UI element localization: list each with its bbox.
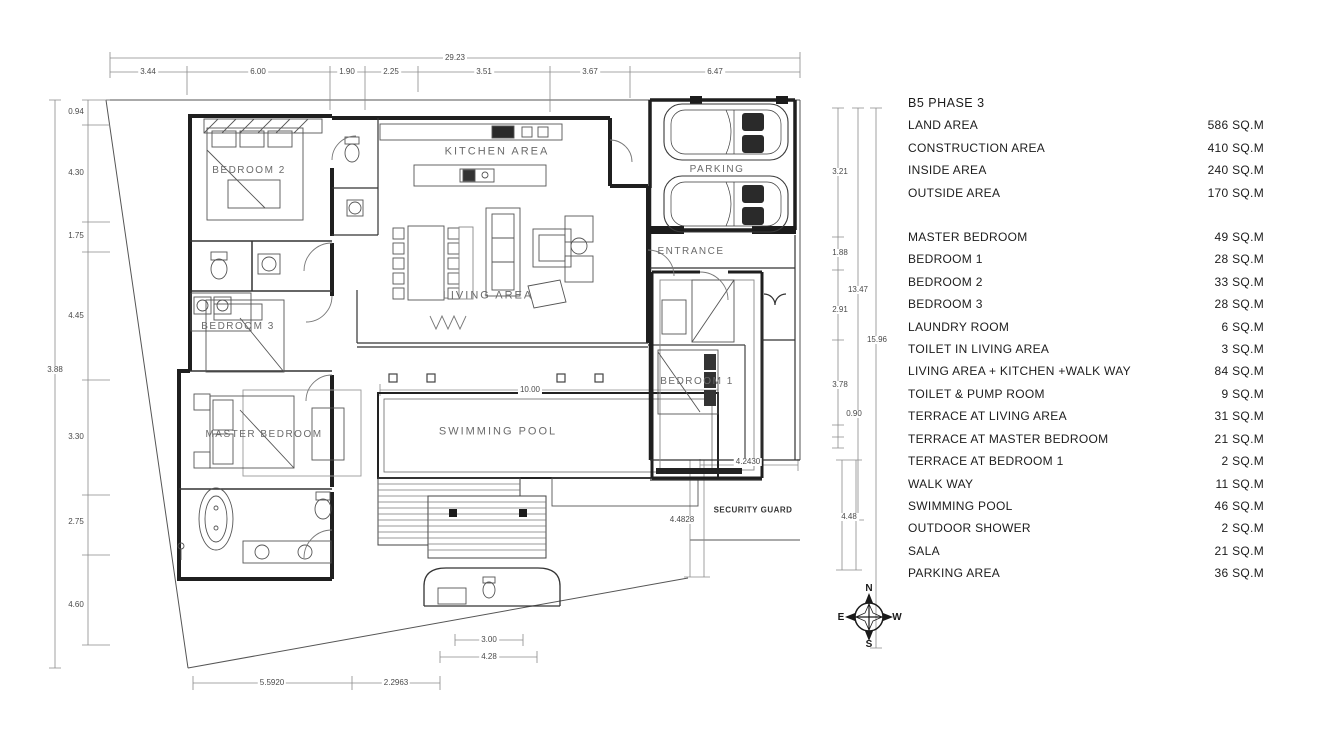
dim-label: 0.94 xyxy=(68,107,84,116)
legend-row-label: TERRACE AT BEDROOM 1 xyxy=(908,454,1064,469)
dim-label: 2.25 xyxy=(383,67,399,76)
area-legend xyxy=(908,92,1264,585)
legend-row-value: 36 SQ.M xyxy=(1214,566,1264,581)
compass-east-label: E xyxy=(837,612,845,623)
legend-row-label: OUTDOOR SHOWER xyxy=(908,521,1031,536)
room-label-bedroom3: BEDROOM 3 xyxy=(201,321,275,332)
legend-row-label: BEDROOM 2 xyxy=(908,274,983,289)
compass-west-label: W xyxy=(892,612,902,623)
car xyxy=(664,176,788,232)
legend-row xyxy=(908,383,1264,405)
room-label-kitchen: KITCHEN AREA xyxy=(444,145,550,158)
legend-row-label: MASTER BEDROOM xyxy=(908,230,1028,245)
dim-label: 4.45 xyxy=(68,311,84,320)
legend-row-value: 31 SQ.M xyxy=(1214,409,1264,424)
legend-row-label: TERRACE AT LIVING AREA xyxy=(908,409,1067,424)
legend-row xyxy=(908,517,1264,539)
legend-title: B5 PHASE 3 xyxy=(908,96,985,110)
dim-label: 5.5920 xyxy=(259,678,285,687)
legend-row-value: 3 SQ.M xyxy=(1221,342,1264,357)
legend-row-label: LAND AREA xyxy=(908,118,979,133)
dim-label: 1.88 xyxy=(832,248,848,257)
legend-row-value: 33 SQ.M xyxy=(1214,274,1264,289)
dim-label: 4.28 xyxy=(481,652,497,661)
dim-label: 4.4828 xyxy=(669,515,695,524)
legend-row-value: 46 SQ.M xyxy=(1214,498,1264,513)
legend-row-value: 21 SQ.M xyxy=(1214,431,1264,446)
room-label-security-guard: SECURITY GUARD xyxy=(713,505,793,515)
legend-row-label: PARKING AREA xyxy=(908,566,1001,581)
legend-row-value: 410 SQ.M xyxy=(1207,140,1264,155)
dim-label: 3.00 xyxy=(481,635,497,644)
legend-row-label: BEDROOM 1 xyxy=(908,252,983,267)
dim-label: 6.47 xyxy=(707,67,723,76)
dim-label: 13.47 xyxy=(847,285,869,294)
kitchen-living-furniture xyxy=(304,124,632,401)
legend-row-label: LIVING AREA + KITCHEN +WALK WAY xyxy=(908,364,1131,379)
legend-row xyxy=(908,182,1264,204)
dim-label: 4.2430 xyxy=(735,457,761,466)
legend-row-value: 9 SQ.M xyxy=(1221,386,1264,401)
legend-row-label: CONSTRUCTION AREA xyxy=(908,140,1046,155)
dim-label: 3.88 xyxy=(47,365,63,374)
legend-row-label: WALK WAY xyxy=(908,476,974,491)
car xyxy=(664,104,788,160)
legend-row-label: TOILET & PUMP ROOM xyxy=(908,386,1045,401)
legend-row xyxy=(908,450,1264,472)
room-label-living: LIVING AREA xyxy=(442,289,534,302)
dim-label: 6.00 xyxy=(250,67,266,76)
terrace-walkway xyxy=(389,345,745,460)
legend-row xyxy=(908,495,1264,517)
legend-row xyxy=(908,473,1264,495)
legend-row xyxy=(908,293,1264,315)
compass-south-label: S xyxy=(865,639,873,650)
dim-label: 3.21 xyxy=(832,167,848,176)
legend-row xyxy=(908,159,1264,181)
bedroom-wing-walls xyxy=(179,116,332,579)
legend-row-value: 11 SQ.M xyxy=(1215,476,1264,491)
dim-label: 10.00 xyxy=(519,385,541,394)
legend-row-label: INSIDE AREA xyxy=(908,163,987,178)
legend-row xyxy=(908,405,1264,427)
legend-row-label: LAUNDRY ROOM xyxy=(908,319,1010,334)
dim-label: 2.2963 xyxy=(383,678,409,687)
dim-label: 1.75 xyxy=(68,231,84,240)
legend-row xyxy=(908,226,1264,248)
legend-row xyxy=(908,562,1264,584)
room-label-bedroom2: BEDROOM 2 xyxy=(212,165,286,176)
legend-row-label: TOILET IN LIVING AREA xyxy=(908,342,1050,357)
legend-row-value: 28 SQ.M xyxy=(1214,252,1264,267)
legend-row-value: 49 SQ.M xyxy=(1214,230,1264,245)
dim-label: 0.90 xyxy=(846,409,862,418)
legend-row-value: 2 SQ.M xyxy=(1221,454,1264,469)
legend-row-label: TERRACE AT MASTER BEDROOM xyxy=(908,431,1109,446)
legend-row xyxy=(908,540,1264,562)
room-label-master-bedroom: MASTER BEDROOM xyxy=(205,429,323,440)
legend-row-value: 21 SQ.M xyxy=(1214,543,1264,558)
legend-row xyxy=(908,114,1264,136)
dim-label: 2.91 xyxy=(832,305,848,314)
legend-row xyxy=(908,428,1264,450)
compass-rose xyxy=(845,593,893,641)
room-label-bedroom1: BEDROOM 1 xyxy=(660,376,734,387)
dim-label: 1.90 xyxy=(339,67,355,76)
legend-row-label: SALA xyxy=(908,543,940,558)
dim-label: 4.30 xyxy=(68,168,84,177)
room-label-parking: PARKING xyxy=(689,164,745,175)
legend-rooms xyxy=(908,226,1264,585)
legend-row-value: 170 SQ.M xyxy=(1207,185,1264,200)
legend-row xyxy=(908,137,1264,159)
dim-label: 3.30 xyxy=(68,432,84,441)
legend-row-value: 586 SQ.M xyxy=(1207,118,1264,133)
legend-row-value: 240 SQ.M xyxy=(1207,163,1264,178)
dim-label: 4.60 xyxy=(68,600,84,609)
legend-row-value: 84 SQ.M xyxy=(1214,364,1264,379)
legend-row xyxy=(908,338,1264,360)
legend-gap xyxy=(908,204,1264,226)
legend-row-value: 6 SQ.M xyxy=(1221,319,1264,334)
legend-row xyxy=(908,271,1264,293)
dim-label: 29.23 xyxy=(444,53,466,62)
legend-row xyxy=(908,360,1264,382)
room-label-swimming-pool: SWIMMING POOL xyxy=(438,425,558,438)
legend-row-label: SWIMMING POOL xyxy=(908,498,1013,513)
dim-label: 3.67 xyxy=(582,67,598,76)
dim-label: 15.96 xyxy=(866,335,888,344)
dim-label: 4.48 xyxy=(841,512,857,521)
legend-row-value: 28 SQ.M xyxy=(1214,297,1264,312)
legend-row-label: BEDROOM 3 xyxy=(908,297,983,312)
legend-row-value: 2 SQ.M xyxy=(1221,521,1264,536)
room-label-entrance: ENTRANCE xyxy=(657,246,725,257)
legend-row xyxy=(908,248,1264,270)
dim-label: 3.78 xyxy=(832,380,848,389)
legend-row xyxy=(908,316,1264,338)
dim-label: 3.51 xyxy=(476,67,492,76)
compass-north-label: N xyxy=(865,583,873,594)
dim-label: 2.75 xyxy=(68,517,84,526)
dim-label: 3.44 xyxy=(140,67,156,76)
legend-summary xyxy=(908,114,1264,204)
legend-row-label: OUTSIDE AREA xyxy=(908,185,1001,200)
